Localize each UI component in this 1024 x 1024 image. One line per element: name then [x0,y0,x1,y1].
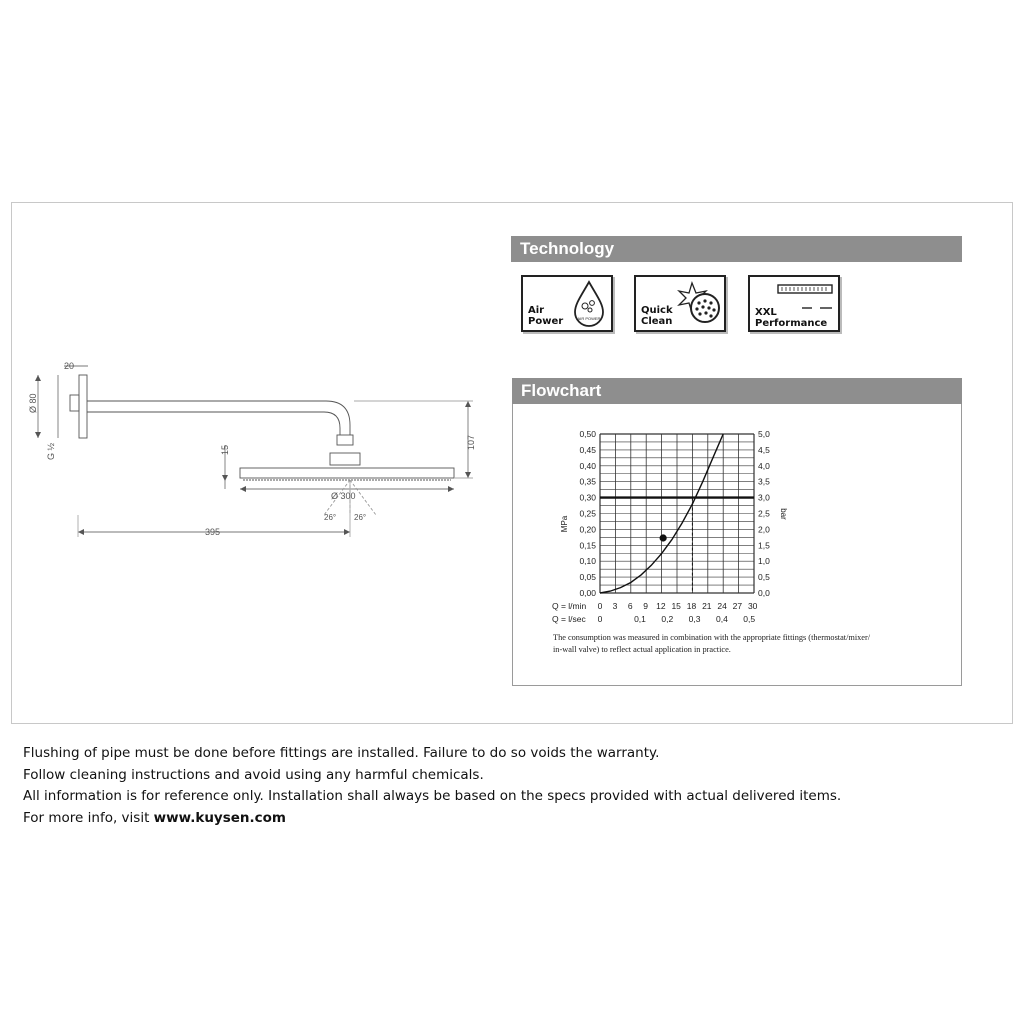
y-tick-label-right: 5,0 [758,429,770,439]
x-tick-label-lsec: 0,2 [661,614,674,624]
x-tick-label-lsec: 0 [597,614,603,624]
flowchart-title: Flowchart [521,381,602,400]
flow-pressure-chart [548,422,938,667]
y-axis-label-left: MPa [560,515,569,533]
head-connector [330,453,360,465]
air-power-badge: Air Power AIR POWER [521,275,613,332]
footer-line-1: Flushing of pipe must be done before fittings are installed. Failure to do so voids the warranty. [23,745,660,761]
svg-text:AIR POWER: AIR POWER [577,316,601,321]
xxl-performance-badge: XXL Performance [748,275,840,332]
xxl-performance-icon [774,283,836,315]
arm-bottom-edge [87,412,340,435]
footer-line-2: Follow cleaning instructions and avoid using any harmful chemicals. [23,766,484,783]
dim-angle-right: 26° [354,513,367,522]
x-tick-label-lsec: 0,4 [715,614,728,624]
arm-top-edge [87,401,350,435]
x-tick-label-lmin: 0 [597,601,603,611]
y-tick-label-right: 1,5 [758,540,770,551]
technology-title: Technology [520,239,615,258]
x-tick-label-lmin: 6 [627,601,633,611]
dim-thread: G ½ [46,442,56,460]
y-tick-label-left: 0,20 [579,524,596,535]
footer-line-3: All information is for reference only. Installation shall always be based on the specs provided with actual delivered items. [23,788,842,805]
y-tick-label-right: 2,5 [758,508,770,519]
y-tick-label-left: 0,10 [579,556,596,567]
y-tick-label-left: 0,35 [579,476,596,487]
dim-395: 395 [205,527,221,537]
y-tick-label-left: 0,25 [579,508,596,519]
y-axis-label-right: bar [779,508,788,520]
flowchart-note: The consumption was measured in combination with the appropriate fittings (thermostat/mixer/ in-wall valve) to reflect actual application in practice. [553,633,871,654]
dim-d80: Ø 80 [28,393,38,413]
x-tick-label-lmin: 27 [732,601,743,611]
dim-d300: Ø 300 [331,491,356,501]
x-tick-label-lsec: 0,1 [634,614,646,624]
y-tick-label-left: 0,30 [579,492,596,503]
footer-notes [23,743,841,829]
dim-107: 107 [466,434,476,450]
x-tick-label-lsec: 0,3 [688,614,701,624]
shower-head [240,468,454,478]
quick-clean-icon [676,279,722,329]
wall-flange [79,375,87,438]
footer-line-4: For more info, visit www.kuysen.com [23,809,286,826]
x-tick-label-lsec: 0,5 [743,614,756,624]
ball-joint [337,435,353,445]
operating-point-marker [660,534,667,541]
website-link[interactable]: www.kuysen.com [153,809,286,826]
y-tick-label-right: 3,0 [758,492,770,503]
y-tick-label-left: 0,40 [579,460,596,471]
flowchart-header [512,378,962,404]
quick-clean-badge: Quick Clean [634,275,726,332]
y-tick-label-right: 2,0 [758,524,770,535]
x-axis-label-lmin: Q = l/min [552,601,587,611]
x-tick-label-lmin: 30 [747,601,758,611]
dim-20: 20 [64,361,75,371]
y-tick-label-right: 0,0 [758,588,770,598]
y-tick-label-right: 4,0 [758,460,770,471]
x-tick-label-lmin: 15 [671,601,681,611]
x-tick-label-lmin: 21 [702,601,712,611]
x-tick-label-lmin: 3 [612,601,618,611]
x-tick-label-lmin: 12 [656,601,666,611]
y-tick-label-right: 1,0 [758,556,770,567]
x-tick-label-lmin: 9 [643,601,648,611]
x-tick-label-lmin: 24 [717,601,727,611]
air-power-icon [571,280,607,328]
wall-connector [70,395,79,411]
y-tick-label-left: 0,50 [579,429,596,439]
y-tick-label-right: 3,5 [758,476,770,487]
y-tick-label-right: 4,5 [758,444,770,455]
x-axis-label-lsec: Q = l/sec [552,614,586,624]
y-tick-label-left: 0,05 [579,572,596,583]
dim-angle-left: 26° [324,513,337,522]
y-tick-label-left: 0,00 [579,588,596,598]
y-tick-label-right: 0,5 [758,572,770,583]
y-tick-label-left: 0,45 [579,444,596,455]
shower-arm-drawing [28,355,488,545]
dim-15: 15 [220,444,230,455]
y-tick-label-left: 0,15 [579,540,596,551]
x-tick-label-lmin: 18 [686,601,697,611]
technology-header [511,236,962,262]
